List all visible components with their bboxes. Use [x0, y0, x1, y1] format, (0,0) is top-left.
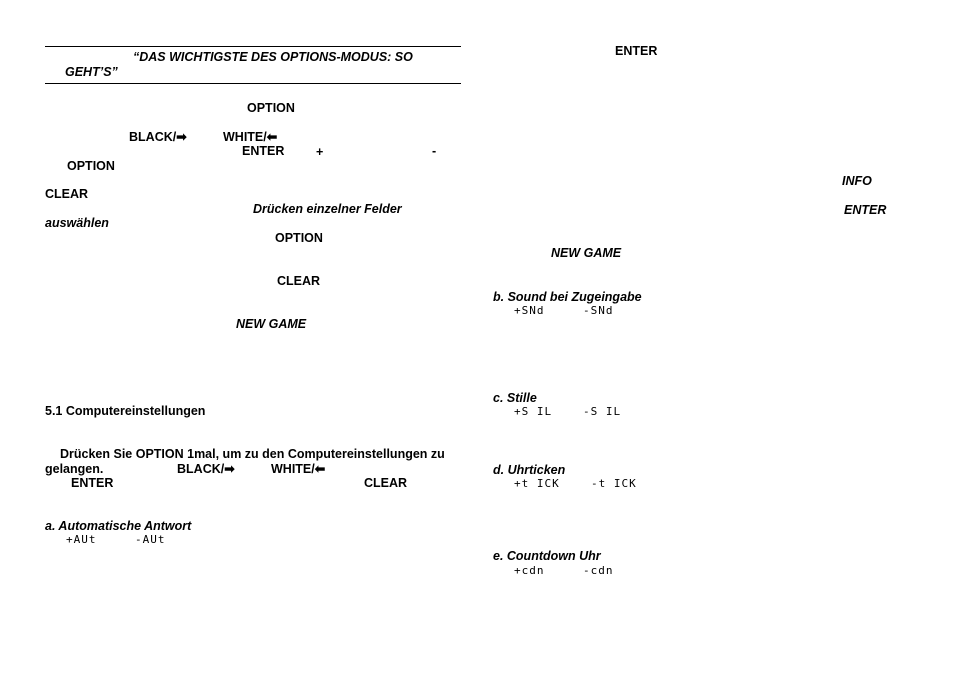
option-label-3: OPTION [275, 231, 323, 245]
bottom-rule [45, 83, 461, 84]
clear-label-2: CLEAR [277, 274, 321, 288]
minus-sign: - [432, 144, 437, 158]
item-d-minus-display: -t ICK [591, 477, 637, 490]
auswaehlen-text: auswählen [45, 216, 109, 230]
info-label: INFO [842, 174, 872, 188]
item-e-plus-display: +cdn [514, 564, 545, 577]
new-game-label-2: NEW GAME [551, 246, 622, 260]
clear-label-1: CLEAR [45, 187, 89, 201]
paragraph-clear: CLEAR [364, 476, 408, 490]
paragraph-black-arrow: BLACK/➡ [177, 462, 235, 476]
item-b-plus-display: +SNd [514, 304, 545, 317]
enter-label-top: ENTER [615, 44, 658, 58]
item-c-plus-display: +S IL [514, 405, 553, 418]
paragraph-enter: ENTER [71, 476, 114, 490]
paragraph-white-arrow: WHITE/⬅ [271, 462, 326, 476]
druecken-felder-text: Drücken einzelner Felder [253, 202, 402, 216]
paragraph-gelangen: gelangen. [45, 462, 104, 476]
paragraph-line1: Drücken Sie OPTION 1mal, um zu den Computereinstellungen zu [60, 447, 445, 461]
item-d-plus-display: +t ICK [514, 477, 560, 490]
item-a-minus-display: -AUt [135, 533, 166, 546]
enter-label-2: ENTER [844, 203, 887, 217]
item-e-title: e. Countdown Uhr [493, 549, 601, 563]
box-title-line1: “DAS WICHTIGSTE DES OPTIONS-MODUS: SO [133, 50, 413, 64]
item-b-title: b. Sound bei Zugeingabe [493, 290, 642, 304]
box-title-line2: GEHT’S” [65, 65, 118, 79]
section-heading: 5.1 Computereinstellungen [45, 404, 206, 418]
option-label-1: OPTION [247, 101, 295, 115]
new-game-label-1: NEW GAME [236, 317, 307, 331]
item-a-title: a. Automatische Antwort [45, 519, 192, 533]
plus-sign: + [316, 145, 324, 159]
enter-label-1: ENTER [242, 144, 285, 158]
top-rule [45, 46, 461, 47]
item-e-minus-display: -cdn [583, 564, 614, 577]
item-b-minus-display: -SNd [583, 304, 614, 317]
item-c-title: c. Stille [493, 391, 537, 405]
item-d-title: d. Uhrticken [493, 463, 566, 477]
white-arrow-label: WHITE/⬅ [223, 130, 278, 144]
item-a-plus-display: +AUt [66, 533, 97, 546]
black-arrow-label: BLACK/➡ [129, 130, 187, 144]
option-label-2: OPTION [67, 159, 115, 173]
item-c-minus-display: -S IL [583, 405, 622, 418]
